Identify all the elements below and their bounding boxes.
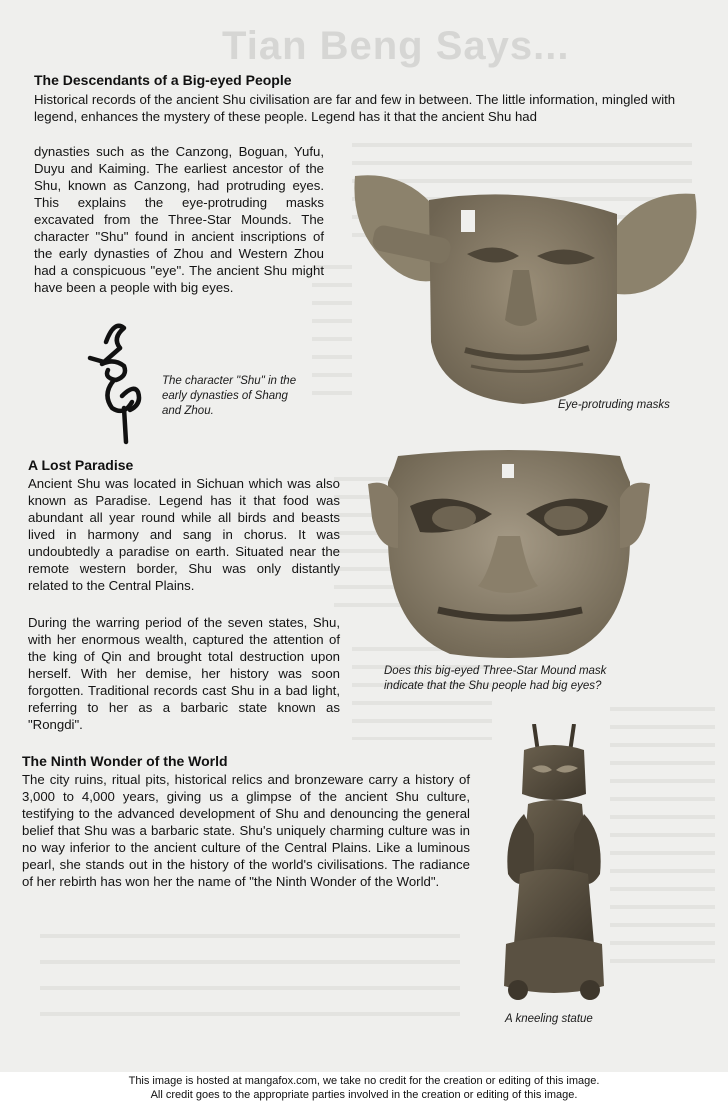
section-lead-descendants: Historical records of the ancient Shu civilisation are far and few in between. The little information, mingled with legend, enhances the mystery of these people. Legend has it that the ancient Shu had [34, 92, 676, 124]
section-title-ninth-wonder: The Ninth Wonder of the World [22, 753, 228, 769]
caption-big-eyed-mask: Does this big-eyed Three-Star Mound mask indicate that the Shu people had big eyes? [384, 665, 607, 692]
footer-line-2: All credit goes to the appropriate parties involved in the creation or editing of this image. [150, 1089, 578, 1101]
section-body-ninth-wonder: The city ruins, ritual pits, historical relics and bronzeware carry a history of 3,000 to 4,000 years, giving us a glimpse of the ancient Shu culture, testifying to the advanced development of Shu and denouncing the general belief that Shu was a barbaric state. Shu's uniquely charming culture was in no way inferior to the ancient culture of the Central Plains. Like a luminous pearl, she stands out in the history of the world's civilisations. The radiance of her rebirth has won her the name of "the Ninth Wonder of the World". [22, 772, 470, 889]
section-title-descendants: The Descendants of a Big-eyed People [34, 72, 292, 88]
shu-character-glyph [84, 318, 154, 446]
big-eyed-mask-photo [368, 448, 650, 660]
caption-shu-character: The character "Shu" in the early dynasties of Shang and Zhou. [162, 375, 297, 417]
section-body-lost-paradise-1: Ancient Shu was located in Sichuan which was also known as Paradise. Legend has it that food was abundant all year round while all birds and beasts lived in harmony and sang in chorus. It was undoubtedly a paradise on earth. Situated near the remote western border, Shu was only distantly related to the Central Plains. [28, 476, 340, 593]
bleed-through-heading: Tian Beng Says... [222, 24, 570, 68]
hosting-footer [0, 1074, 728, 1102]
caption-kneeling-statue: A kneeling statue [505, 1013, 593, 1025]
caption-eye-protruding-masks: Eye-protruding masks [558, 399, 670, 411]
section-title-lost-paradise: A Lost Paradise [28, 457, 134, 473]
section-body-descendants: dynasties such as the Canzong, Boguan, Yufu, Duyu and Kaiming. The earliest ancestor of the Shu, known as Canzong, had protruding eyes. This explains the eye-protruding masks excavated from the Three-Star Mounds. The character "Shu" found in ancient inscriptions of the early dynasties of Zhou and Western Zhou had a conspicuous "eye". The ancient Shu might have been a people with big eyes. [34, 144, 324, 295]
footer-line-1: This image is hosted at mangafox.com, we take no credit for the creation or editing of this image. [128, 1075, 600, 1087]
section-body-lost-paradise-2: During the warring period of the seven states, Shu, with her enormous wealth, captured the attention of the king of Qin and brought total destruction upon herself. With her demise, her history was soon forgotten. Traditional records cast Shu in a bad light, referring to her as a barbaric state known as "Rongdi". [28, 615, 340, 732]
eye-protruding-mask-photo [345, 170, 705, 410]
kneeling-statue-photo [494, 724, 614, 1006]
